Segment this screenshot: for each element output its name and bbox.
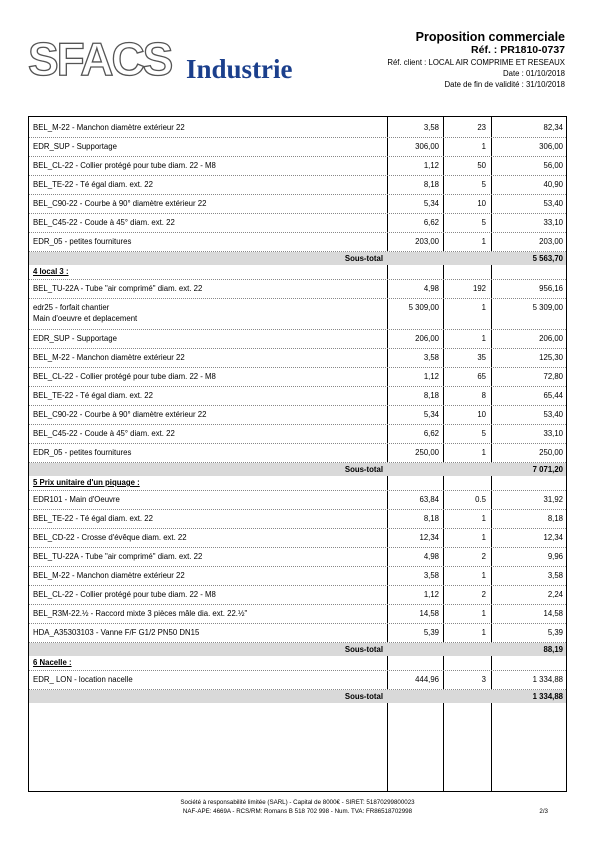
item-quantity: 1 [481, 533, 486, 542]
item-unit-price: 6,62 [423, 429, 439, 438]
item-description: BEL_TE-22 - Té égal diam. ext. 22 [33, 514, 153, 523]
item-quantity: 5 [481, 180, 486, 189]
item-quantity: 1 [481, 142, 486, 151]
line-item-row [29, 299, 566, 330]
item-unit-price: 4,98 [423, 284, 439, 293]
line-item-row [29, 510, 566, 529]
company-logo [28, 33, 318, 88]
section-heading-row [29, 476, 566, 491]
item-unit-price: 250,00 [415, 448, 439, 457]
line-item-row [29, 233, 566, 252]
client-reference: Réf. client : LOCAL AIR COMPRIME ET RESEAUX [387, 58, 565, 67]
item-description: BEL_R3M-22.½ - Raccord mixte 3 pièces mâle dia. ext. 22.½" [33, 609, 248, 618]
footer-legal-line: Société à responsabilité limitée (SARL) - Capital de 8000€ - SIRET: 51870299800023 [180, 799, 415, 806]
item-total: 203,00 [539, 237, 563, 246]
item-unit-price: 5,39 [423, 628, 439, 637]
item-quantity: 0.5 [475, 495, 486, 504]
subtotal-amount: 7 071,20 [532, 465, 563, 474]
logo-subtitle: Industrie [186, 54, 293, 84]
item-total: 56,00 [543, 161, 563, 170]
item-unit-price: 5 309,00 [408, 303, 439, 312]
item-total: 82,34 [543, 123, 563, 132]
item-description: edr25 - forfait chantier [33, 303, 110, 312]
item-description: BEL_CL-22 - Collier protégé pour tube diam. 22 - M8 [33, 590, 216, 599]
item-total: 33,10 [543, 429, 563, 438]
item-quantity: 10 [477, 410, 486, 419]
line-item-row [29, 444, 566, 463]
quote-table [28, 116, 567, 792]
section-heading: 5 Prix unitaire d'un piquage : [33, 478, 140, 487]
logo-brand: SFACS [28, 33, 172, 85]
item-total: 72,80 [543, 372, 563, 381]
item-quantity: 5 [481, 429, 486, 438]
item-total: 3,58 [547, 571, 563, 580]
subtotal-amount: 88,19 [543, 645, 563, 654]
item-quantity: 1 [481, 448, 486, 457]
section-heading-row [29, 656, 566, 671]
item-description: EDR_SUP - Supportage [33, 142, 117, 151]
item-description: BEL_TU-22A - Tube "air comprimé" diam. ext. 22 [33, 284, 203, 293]
item-quantity: 50 [477, 161, 486, 170]
subtotal-label: Sous-total [344, 465, 383, 474]
item-unit-price: 12,34 [419, 533, 439, 542]
line-item-row [29, 119, 566, 138]
item-quantity: 1 [481, 571, 486, 580]
item-unit-price: 63,84 [419, 495, 439, 504]
item-description: BEL_M-22 - Manchon diamètre extérieur 22 [33, 123, 185, 132]
page-number: 2/3 [539, 808, 548, 815]
item-unit-price: 8,18 [423, 180, 439, 189]
item-unit-price: 1,12 [423, 590, 439, 599]
subtotal-row [29, 643, 566, 656]
line-item-row [29, 491, 566, 510]
item-total: 53,40 [543, 199, 563, 208]
item-description: BEL_C90-22 - Courbe à 90° diamètre extérieur 22 [33, 199, 207, 208]
line-item-row [29, 138, 566, 157]
item-quantity: 192 [472, 284, 486, 293]
item-unit-price: 6,62 [423, 218, 439, 227]
item-description: BEL_CL-22 - Collier protégé pour tube diam. 22 - M8 [33, 161, 216, 170]
item-total: 31,92 [543, 495, 563, 504]
item-total: 14,58 [543, 609, 563, 618]
item-description-detail: Main d'oeuvre et deplacement [33, 314, 138, 323]
item-description: EDR_SUP - Supportage [33, 334, 117, 343]
line-item-row [29, 214, 566, 233]
item-description: BEL_TU-22A - Tube "air comprimé" diam. ext. 22 [33, 552, 203, 561]
item-quantity: 1 [481, 609, 486, 618]
item-description: EDR_05 - petites fournitures [33, 237, 132, 246]
line-item-row [29, 586, 566, 605]
item-unit-price: 4,98 [423, 552, 439, 561]
document-date: Date : 01/10/2018 [503, 69, 565, 78]
item-quantity: 10 [477, 199, 486, 208]
item-total: 5 309,00 [532, 303, 563, 312]
line-item-row [29, 624, 566, 643]
subtotal-amount: 1 334,88 [532, 692, 563, 701]
line-item-row [29, 671, 566, 690]
line-item-row [29, 605, 566, 624]
item-unit-price: 14,58 [419, 609, 439, 618]
item-total: 9,96 [547, 552, 563, 561]
subtotal-label: Sous-total [344, 254, 383, 263]
item-unit-price: 444,96 [415, 675, 439, 684]
item-description: BEL_C45-22 - Coude à 45° diam. ext. 22 [33, 218, 175, 227]
subtotal-row [29, 252, 566, 265]
item-total: 5,39 [547, 628, 563, 637]
item-description: EDR_ LON - location nacelle [33, 675, 133, 684]
item-unit-price: 1,12 [423, 372, 439, 381]
item-quantity: 1 [481, 514, 486, 523]
item-description: HDA_A35303103 - Vanne F/F G1/2 PN50 DN15 [33, 628, 200, 637]
item-total: 956,16 [539, 284, 563, 293]
item-quantity: 1 [481, 237, 486, 246]
item-quantity: 65 [477, 372, 486, 381]
item-quantity: 23 [477, 123, 486, 132]
item-total: 12,34 [543, 533, 563, 542]
line-item-row [29, 157, 566, 176]
item-unit-price: 206,00 [415, 334, 439, 343]
item-total: 40,90 [543, 180, 563, 189]
item-unit-price: 203,00 [415, 237, 439, 246]
subtotal-label: Sous-total [344, 645, 383, 654]
item-unit-price: 306,00 [415, 142, 439, 151]
item-description: BEL_TE-22 - Té égal diam. ext. 22 [33, 391, 153, 400]
item-unit-price: 8,18 [423, 391, 439, 400]
line-item-row [29, 387, 566, 406]
section-heading-row [29, 265, 566, 280]
item-description: EDR_05 - petites fournitures [33, 448, 132, 457]
item-total: 250,00 [539, 448, 563, 457]
item-total: 1 334,88 [532, 675, 563, 684]
item-quantity: 3 [481, 675, 486, 684]
section-heading: 4 local 3 : [33, 267, 69, 276]
line-item-row [29, 349, 566, 368]
item-unit-price: 3,58 [423, 353, 439, 362]
line-item-row [29, 195, 566, 214]
page-footer [0, 798, 595, 816]
item-quantity: 1 [481, 628, 486, 637]
item-description: BEL_C45-22 - Coude à 45° diam. ext. 22 [33, 429, 175, 438]
footer-registration-line: NAF-APE: 4669A - RCS/RM: Romans B 518 702 998 - Num. TVA: FR86518702998 [182, 808, 413, 815]
item-unit-price: 5,34 [423, 199, 439, 208]
item-total: 206,00 [539, 334, 563, 343]
item-unit-price: 3,58 [423, 123, 439, 132]
item-total: 125,30 [539, 353, 563, 362]
item-total: 65,44 [543, 391, 563, 400]
item-description: EDR101 - Main d'Oeuvre [33, 495, 120, 504]
document-title: Proposition commerciale [415, 30, 565, 44]
subtotal-label: Sous-total [344, 692, 383, 701]
item-quantity: 5 [481, 218, 486, 227]
line-item-row [29, 176, 566, 195]
line-item-row [29, 280, 566, 299]
item-unit-price: 5,34 [423, 410, 439, 419]
item-total: 306,00 [539, 142, 563, 151]
subtotal-amount: 5 563,70 [532, 254, 563, 263]
item-unit-price: 3,58 [423, 571, 439, 580]
item-description: BEL_M-22 - Manchon diamètre extérieur 22 [33, 571, 185, 580]
line-item-row [29, 567, 566, 586]
item-quantity: 8 [481, 391, 486, 400]
line-item-row [29, 425, 566, 444]
item-description: BEL_C90-22 - Courbe à 90° diamètre extérieur 22 [33, 410, 207, 419]
line-item-row [29, 368, 566, 387]
quote-rows [29, 119, 566, 703]
line-item-row [29, 330, 566, 349]
item-quantity: 1 [481, 334, 486, 343]
item-quantity: 2 [481, 552, 486, 561]
item-quantity: 35 [477, 353, 486, 362]
item-total: 53,40 [543, 410, 563, 419]
item-quantity: 2 [481, 590, 486, 599]
line-item-row [29, 548, 566, 567]
subtotal-row [29, 690, 566, 703]
item-description: BEL_CD-22 - Crosse d'évêque diam. ext. 22 [33, 533, 187, 542]
item-unit-price: 1,12 [423, 161, 439, 170]
document-reference: Réf. : PR1810-0737 [471, 44, 565, 56]
item-total: 2,24 [547, 590, 563, 599]
line-item-row [29, 529, 566, 548]
line-item-row [29, 406, 566, 425]
subtotal-row [29, 463, 566, 476]
section-heading: 6 Nacelle : [33, 658, 72, 667]
item-unit-price: 8,18 [423, 514, 439, 523]
item-description: BEL_CL-22 - Collier protégé pour tube diam. 22 - M8 [33, 372, 216, 381]
item-quantity: 1 [481, 303, 486, 312]
item-total: 8,18 [547, 514, 563, 523]
item-description: BEL_TE-22 - Té égal diam. ext. 22 [33, 180, 153, 189]
document-header [387, 30, 565, 90]
validity-date: Date de fin de validité : 31/10/2018 [444, 80, 565, 89]
item-description: BEL_M-22 - Manchon diamètre extérieur 22 [33, 353, 185, 362]
item-total: 33,10 [543, 218, 563, 227]
